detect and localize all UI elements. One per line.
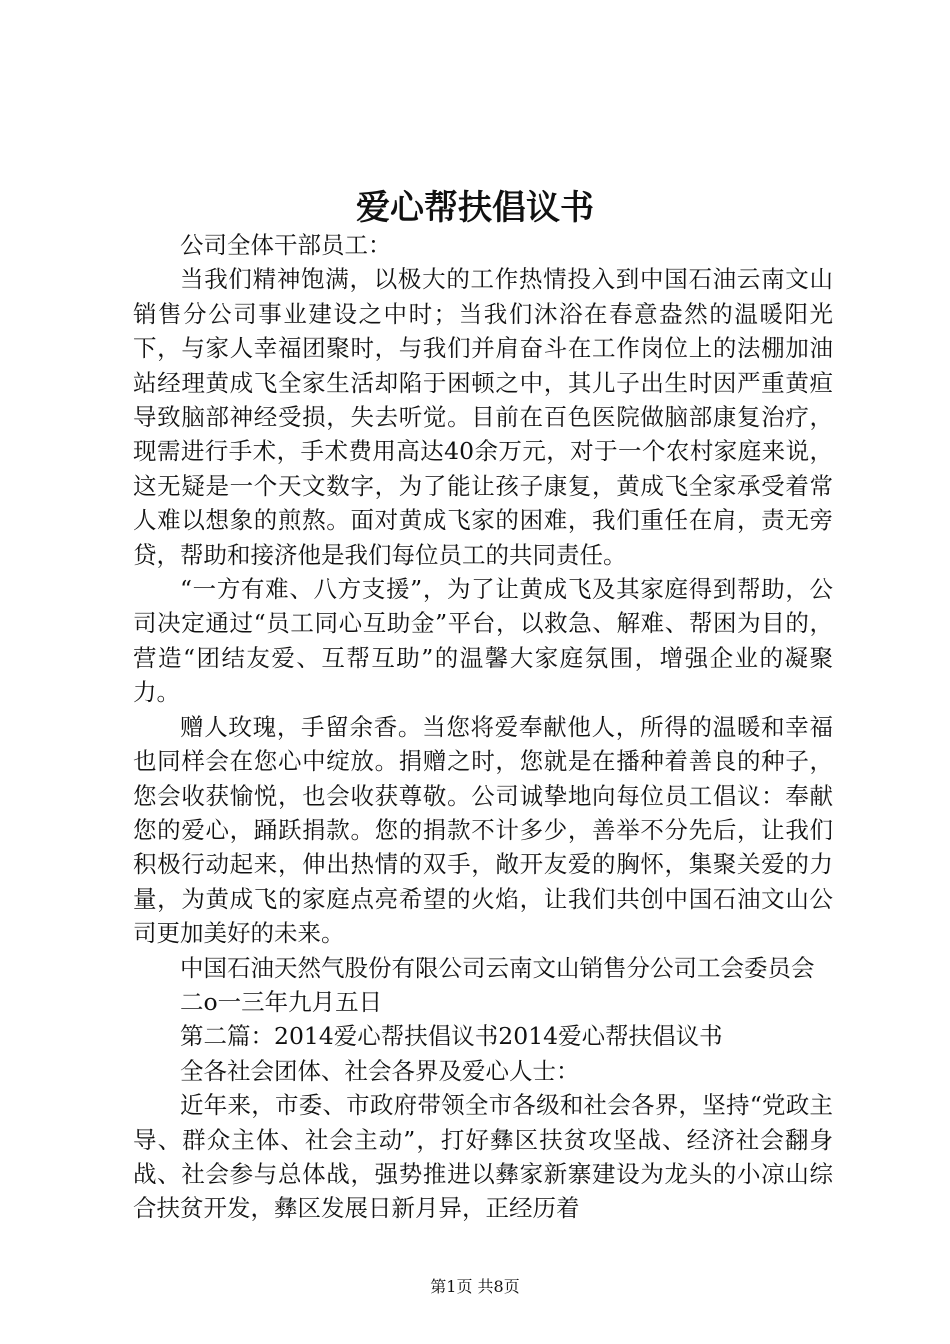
signature-organization: 中国石油天然气股份有限公司云南文山销售分公司工会委员会 xyxy=(180,953,815,982)
signature-date: 二o一三年九月五日 xyxy=(180,987,383,1016)
paragraph-situation: 当我们精神饱满，以极大的工作热情投入到中国石油云南文山销售分公司事业建设之中时；当我们沐浴在春意盎然的温暖阳光下，与家人幸福团聚时，与我们并肩奋斗在工作岗位上的法棚加油站经理黄成飞全家生活却陷于困顿之中，其儿子出生时因严重黄疸导致脑部神经受损，失去听觉。目前在百色医院做脑部康复治疗，现需进行手术，手术费用高达40余万元，对于一个农村家庭来说，这无疑是一个天文数字，为了能让孩子康复，黄成飞全家承受着常人难以想象的煎熬。面对黄成飞家的困难，我们重任在肩，责无旁贷，帮助和接济他是我们每位员工的共同责任。 xyxy=(133,265,833,569)
document-body xyxy=(133,228,833,1226)
second-salutation: 全各社会团体、社会各界及爱心人士： xyxy=(180,1056,580,1085)
page-footer: 第1页 共8页 xyxy=(430,1277,520,1296)
paragraph-second-intro: 近年来，市委、市政府带领全市各级和社会各界，坚持“党政主导、群众主体、社会主动”，打好彝区扶贫攻坚战、经济社会翻身战、社会参与总体战，强势推进以彝家新寨建设为龙头的小凉山综合扶贫开发，彝区发展日新月异，正经历着 xyxy=(133,1091,833,1223)
salutation: 公司全体干部员工： xyxy=(180,231,392,259)
document-title: 爱心帮扶倡议书 xyxy=(356,188,594,228)
second-article-heading: 第二篇：2014爱心帮扶倡议书2014爱心帮扶倡议书 xyxy=(180,1022,723,1051)
paragraph-appeal: 赠人玫瑰，手留余香。当您将爱奉献他人，所得的温暖和幸福也同样会在您心中绽放。捐赠之时，您就是在播种着善良的种子，您会收获愉悦，也会收获尊敬。公司诚挚地向每位员工倡议：奉献您的爱心，踊跃捐款。您的捐款不计多少，善举不分先后，让我们积极行动起来，伸出热情的双手，敞开友爱的胸怀，集聚关爱的力量，为黄成飞的家庭点亮希望的火焰，让我们共创中国石油文山公司更加美好的未来。 xyxy=(133,712,833,948)
paragraph-support: “一方有难、八方支援”，为了让黄成飞及其家庭得到帮助，公司决定通过“员工同心互助金”平台，以救急、解难、帮困为目的，营造“团结友爱、互帮互助”的温馨大家庭氛围，增强企业的凝聚力。 xyxy=(133,575,833,707)
